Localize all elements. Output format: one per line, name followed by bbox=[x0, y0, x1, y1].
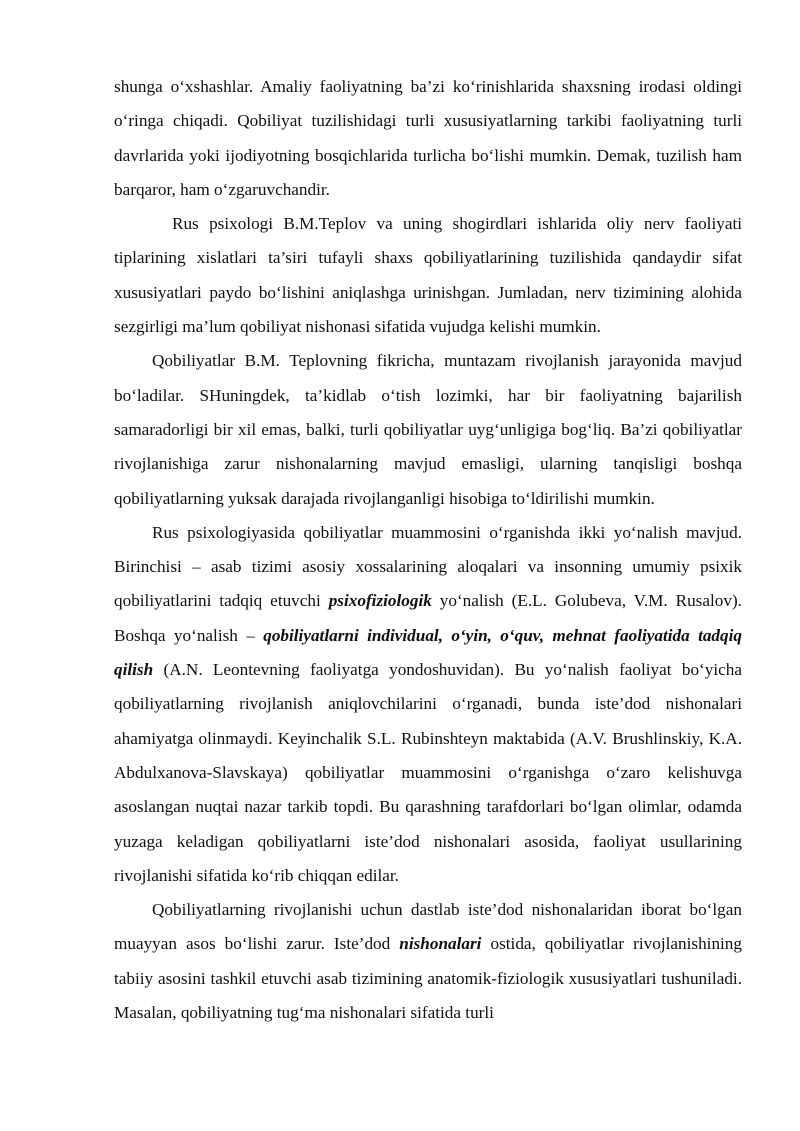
paragraph-text: ostida, qobiliyatlar rivojlanishining tabiiy asosini tashkil etuvchi asab tizimining anatomik-fiziologik xususiyatlari tushuniladi. Masalan, qobiliyatning tug‘ma nishonalari sifatida turli bbox=[114, 934, 742, 1023]
paragraph-1 bbox=[114, 70, 742, 207]
emphasis-psixofiziologik: psixofiziologik bbox=[328, 591, 432, 611]
paragraph-text: Rus psixologiyasida qobiliyatlar muammosini o‘rganishda ikki yo‘nalish mavjud. Birinchisi – asab tizimi asosiy xossalarining aloqalari va insonning umumiy psixik qobiliyatlarini tadqiq etuvchi bbox=[114, 522, 742, 611]
paragraph-5 bbox=[114, 893, 742, 1030]
paragraph-text: Rus psixologi B.M.Teplov va uning shogirdlari ishlarida oliy nerv faoliyati tiplarining xislatlari ta’siri tufayli shaxs qobiliyatlarining tuzilishida qandaydir sifat xususiyatlari paydo bo‘lishini aniqlashga urinishgan. Jumladan, nerv tizimining alohida sezgirligi ma’lum qobiliyat nishonasi sifatida vujudga kelishi mumkin. bbox=[114, 214, 742, 337]
paragraph-text: Qobiliyatlarning rivojlanishi uchun dastlab iste’dod nishonalaridan iborat bo‘lgan muayyan asos bo‘lishi zarur. Iste’dod bbox=[114, 900, 742, 954]
paragraph-text: yo‘nalish (E.L. Golubeva, V.M. Rusalov). Boshqa yo‘nalish – bbox=[114, 591, 742, 645]
paragraph-text: Qobiliyatlar B.M. Teplovning fikricha, muntazam rivojlanish jarayonida mavjud bo‘ladilar. SHuningdek, ta’kidlab o‘tish lozimki, har bir faoliyatning bajarilish samaradorligi bir xil emas, balki, turli qobiliyatlar uyg‘unligiga bog‘liq. Ba’zi qobiliyatlar rivojlanishiga zarur nishonalarning mavjud emasligi, ularning tanqisligi boshqa qobiliyatlarning yuksak darajada rivojlanganligi hisobiga to‘ldirilishi mumkin. bbox=[114, 351, 742, 508]
paragraph-2 bbox=[114, 207, 742, 344]
paragraph-4 bbox=[114, 516, 742, 893]
document-page bbox=[114, 70, 742, 1030]
paragraph-3 bbox=[114, 344, 742, 515]
emphasis-nishonalari: nishonalari bbox=[399, 934, 482, 954]
paragraph-text: (A.N. Leontevning faoliyatga yondoshuvidan). Bu yo‘nalish faoliyat bo‘yicha qobiliyatlarning rivojlanish aniqlovchilarini o‘rganadi, bunda iste’dod nishonalari ahamiyatga olinmaydi. Keyinchalik S.L. Rubinshteyn maktabida (A.V. Brushlinskiy, K.A. Abdulxanova-Slavskaya) qobiliyatlar muammosini o‘rganishga o‘zaro kelishuvga asoslangan nuqtai nazar tarkib topdi. Bu qarashning tarafdorlari bo‘lgan olimlar, odamda yuzaga keladigan qobiliyatlarni iste’dod nishonalari asosida, faoliyat usullarining rivojlanishi sifatida ko‘rib chiqqan edilar. bbox=[114, 660, 742, 885]
emphasis-second-direction: qobiliyatlarni individual, o‘yin, o‘quv, mehnat faoliyatida tadqiq qilish bbox=[114, 625, 742, 680]
paragraph-text: shunga o‘xshashlar. Amaliy faoliyatning ba’zi ko‘rinishlarida shaxsning irodasi oldingi o‘ringa chiqadi. Qobiliyat tuzilishidagi turli xususiyatlarning tarkibi faoliyatning turli davrlarida yoki ijodiyotning bosqichlarida turlicha bo‘lishi mumkin. Demak, tuzilish ham barqaror, ham o‘zgaruvchandir. bbox=[114, 77, 742, 199]
